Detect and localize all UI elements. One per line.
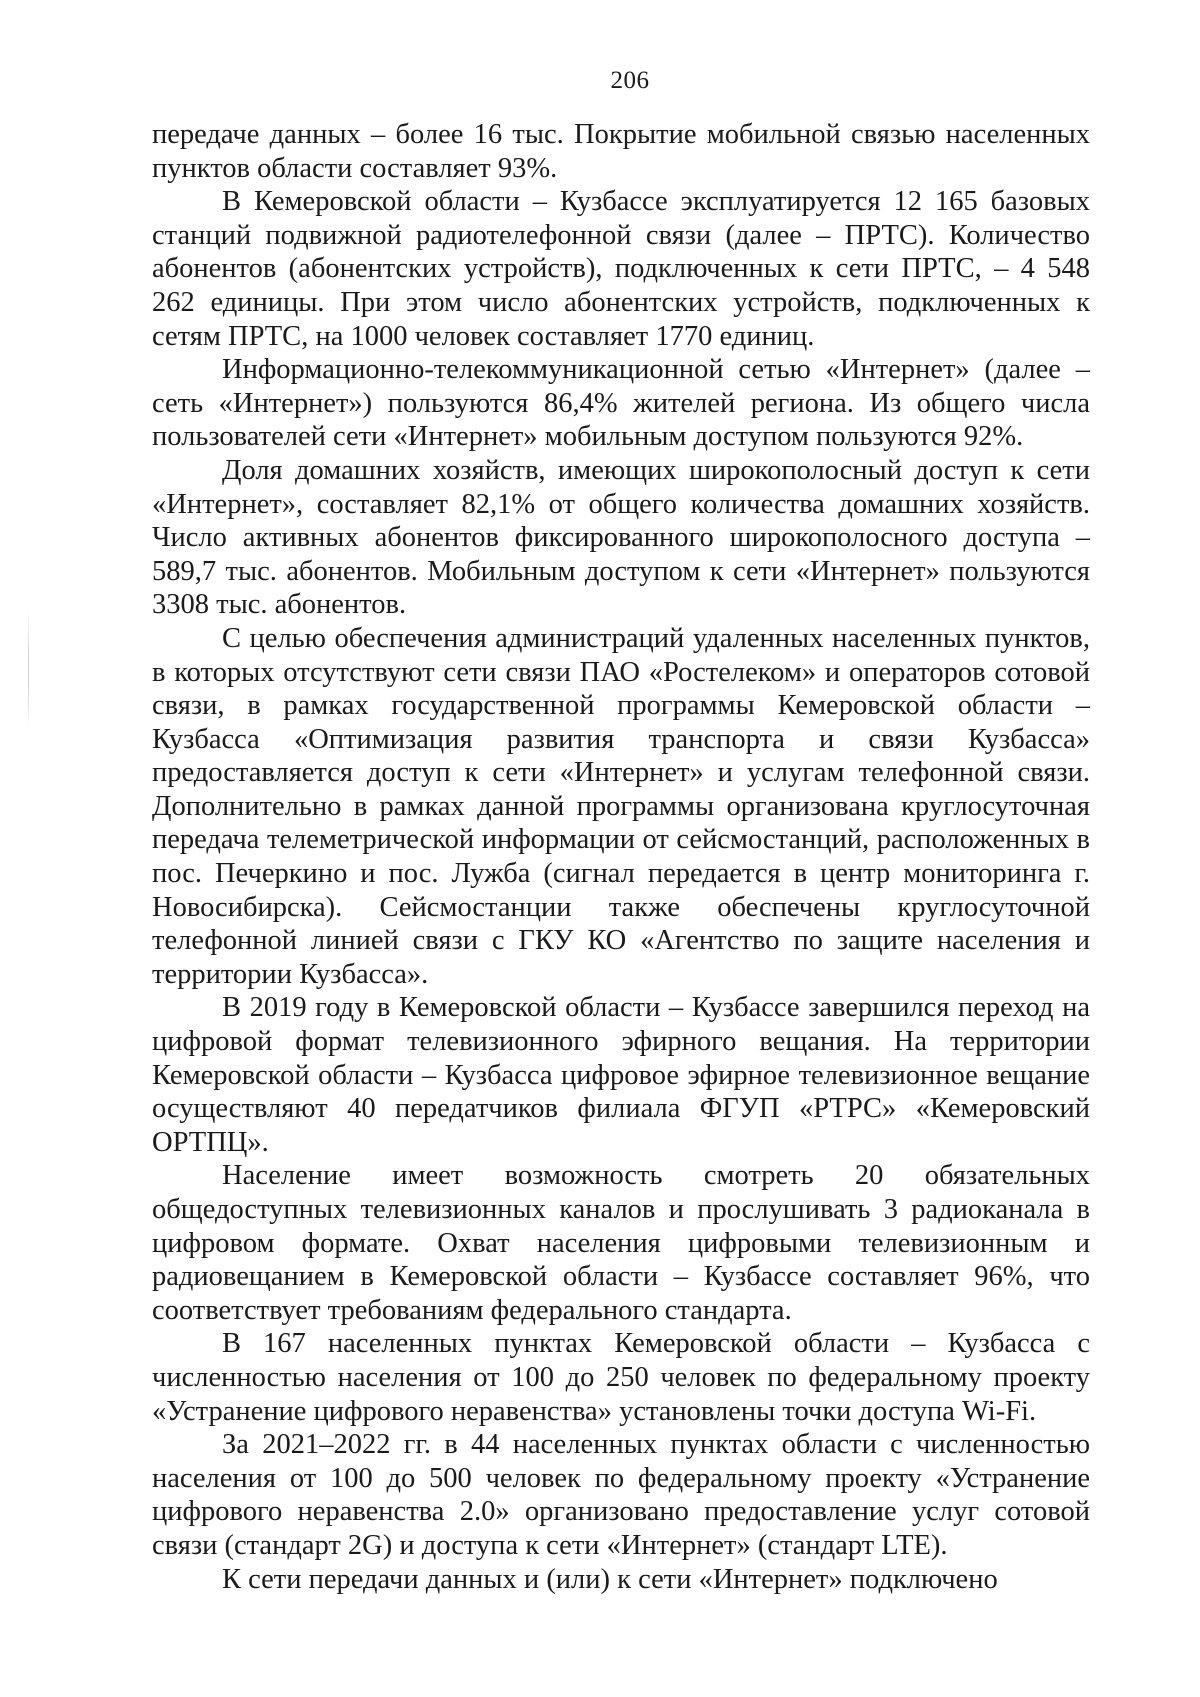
paragraph-digital-tv-transition: В 2019 году в Кемеровской области – Кузбассе завершился переход на цифровой формат телевизионного эфирного вещания. На территории Кемеровской области – Кузбасса цифровое эфирное телевизионное вещание осуществляют 40 передатчиков филиала ФГУП «РТРС» «Кемеровский ОРТПЦ».: [152, 992, 1090, 1158]
paragraph-internet-users: Информационно-телекоммуникационной сетью «Интернет» (далее – сеть «Интернет») пользуются 86,4% жителей региона. Из общего числа пользователей сети «Интернет» мобильным доступом пользуются 92%.: [152, 354, 1090, 453]
paragraph-network-connection: К сети передачи данных и (или) к сети «Интернет» подключено: [222, 1563, 998, 1595]
paragraph-digital-inequality-2: За 2021–2022 гг. в 44 населенных пунктах области с численностью населения от 100 до 500 человек по федеральному проекту «Устранение цифрового неравенства 2.0» организовано предоставление услуг сотовой связи (стандарт 2G) и доступа к сети «Интернет» (стандарт LTE).: [152, 1429, 1090, 1561]
paragraph-broadband-households: Доля домашних хозяйств, имеющих широкополосный доступ к сети «Интернет», составляет 82,1% от общего количества домашних хозяйств. Число активных абонентов фиксированного широкополосного доступа – 589,7 тыс. абонентов. Мобильным доступом к сети «Интернет» пользуются 3308 тыс. абонентов.: [152, 454, 1090, 621]
paragraph-remote-settlements: С целью обеспечения администраций удаленных населенных пунктов, в которых отсутствуют сети связи ПАО «Ростелеком» и операторов сотовой связи, в рамках государственной программы Кемеровской области – Кузбасса «Оптимизация развития транспорта и связи Кузбасса» предоставляется доступ к сети «Интернет» и услугам телефонной связи. Дополнительно в рамках данной программы организована круглосуточная передача телеметрической информации от сейсмостанций, расположенных в пос. Печеркино и пос. Лужба (сигнал передается в центр мониторинга г. Новосибирска). Сейсмостанции также обеспечены круглосуточной телефонной линией связи с ГКУ КО «Агентство по защите населения и территории Кузбасса».: [152, 622, 1090, 990]
document-body: [152, 118, 1090, 1596]
paragraph-wifi-points: В 167 населенных пунктах Кемеровской области – Кузбасса с численностью населения от 100 до 250 человек по федеральному проекту «Устранение цифрового неравенства» установлены точки доступа Wi-Fi.: [152, 1328, 1090, 1427]
paragraph-continuation: передаче данных – более 16 тыс. Покрытие мобильной связью населенных пунктов области составляет 93%.: [152, 119, 1090, 184]
paragraph-tv-channels: Население имеет возможность смотреть 20 обязательных общедоступных телевизионных каналов и прослушивать 3 радиоканала в цифровом формате. Охват населения цифровыми телевизионным и радиовещанием в Кемеровской области – Кузбассе составляет 96%, что соответствует требованиям федерального стандарта.: [152, 1160, 1090, 1326]
paragraph-base-stations: В Кемеровской области – Кузбассе эксплуатируется 12 165 базовых станций подвижной радиотелефонной связи (далее – ПРТС). Количество абонентов (абонентских устройств), подключенных к сети ПРТС, – 4 548 262 единицы. При этом число абонентских устройств, подключенных к сетям ПРТС, на 1000 человек составляет 1770 единиц.: [152, 186, 1090, 352]
page-number: 206: [610, 67, 650, 94]
scan-artifact: [28, 610, 29, 730]
